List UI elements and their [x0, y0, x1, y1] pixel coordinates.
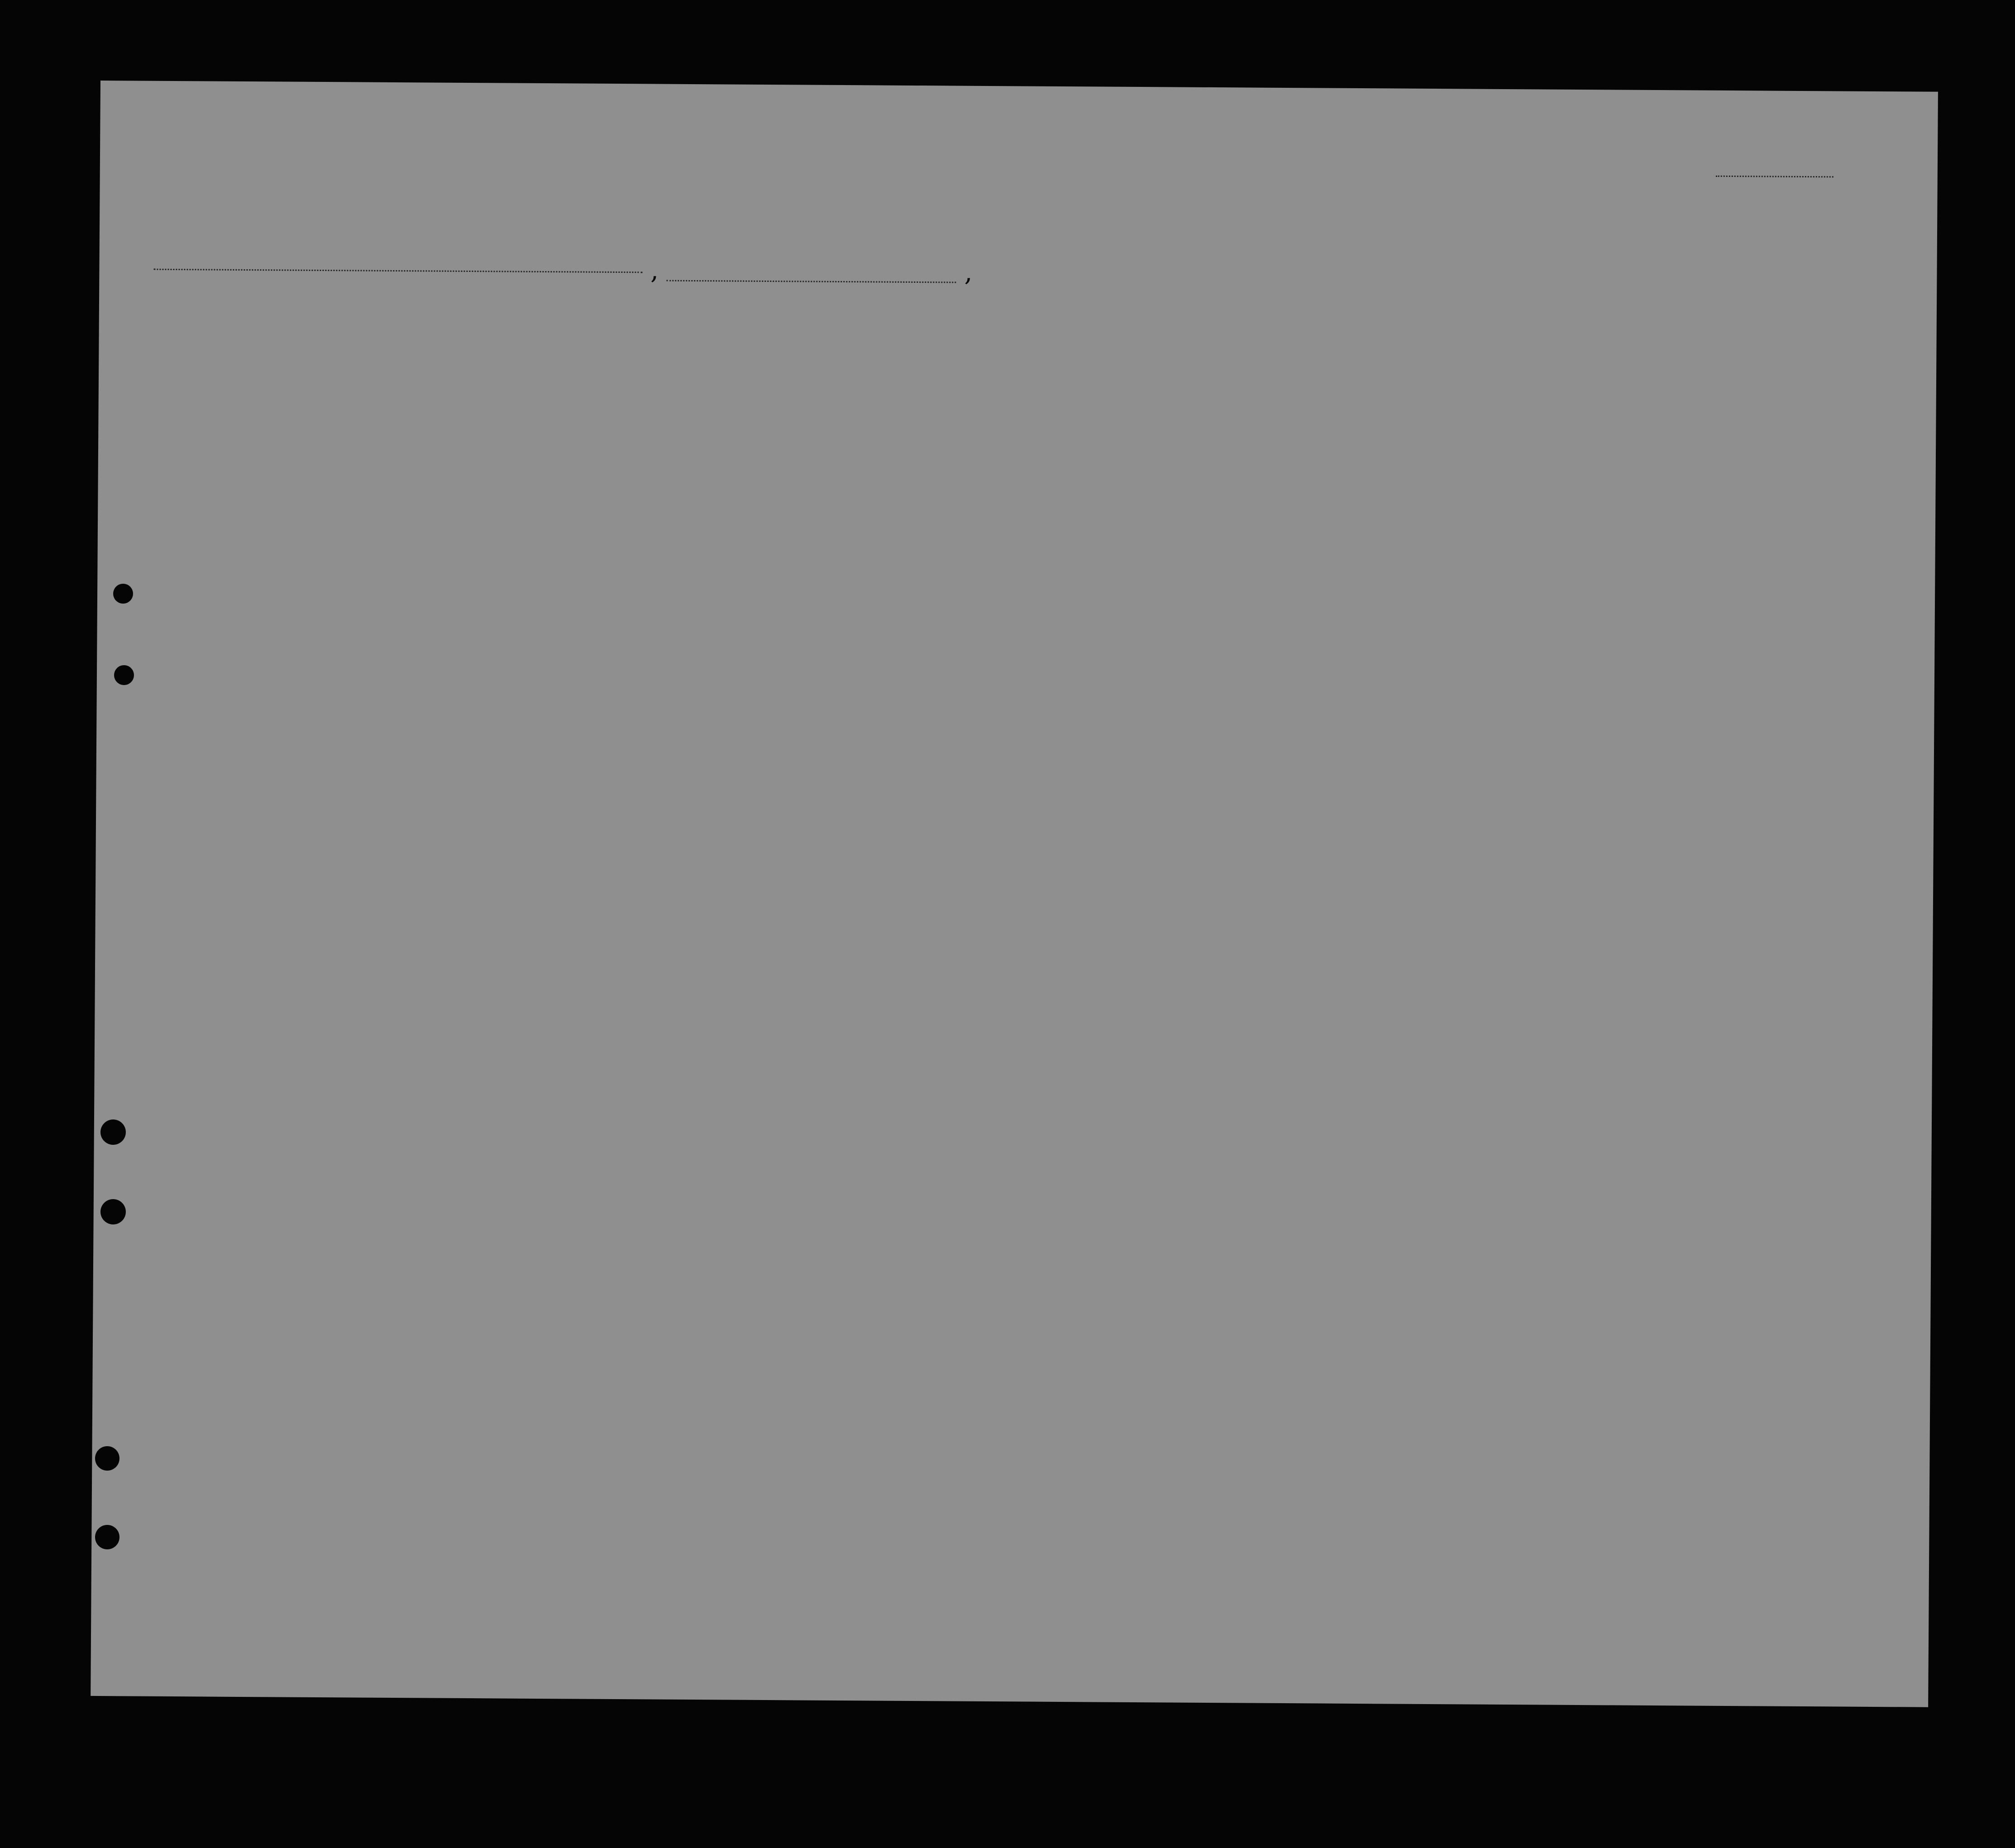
header-if-yes — [805, 384, 922, 385]
header-purpose — [1162, 354, 1275, 355]
arriving-line: , , — [153, 253, 972, 287]
binder-hole — [95, 1446, 119, 1471]
header-join-relative — [941, 383, 1176, 385]
header-no-on-list — [153, 375, 203, 376]
header-deformed — [1552, 388, 1616, 389]
header-paid-by-sub — [637, 416, 723, 417]
binder-hole — [113, 584, 133, 604]
binder-hole — [100, 1199, 126, 1224]
date-field — [667, 264, 956, 283]
footer-note — [218, 1643, 1245, 1649]
list-label — [1716, 157, 1834, 183]
header-where — [837, 414, 883, 415]
header-final-destination-sub — [447, 363, 610, 364]
entries-note — [1677, 192, 1931, 194]
header-ever-before — [757, 348, 934, 349]
binder-hole — [95, 1525, 119, 1549]
binder-hole — [114, 665, 134, 685]
header-usa — [488, 390, 610, 391]
binder-hole — [100, 1119, 126, 1145]
port-field — [153, 269, 642, 273]
manifest-table — [100, 81, 1938, 92]
header-relative — [207, 371, 434, 372]
header-final-destination — [447, 351, 610, 352]
manifest-page — [91, 81, 1938, 1707]
header-marks — [1789, 403, 1911, 404]
header-ever-before-sub — [757, 372, 934, 373]
